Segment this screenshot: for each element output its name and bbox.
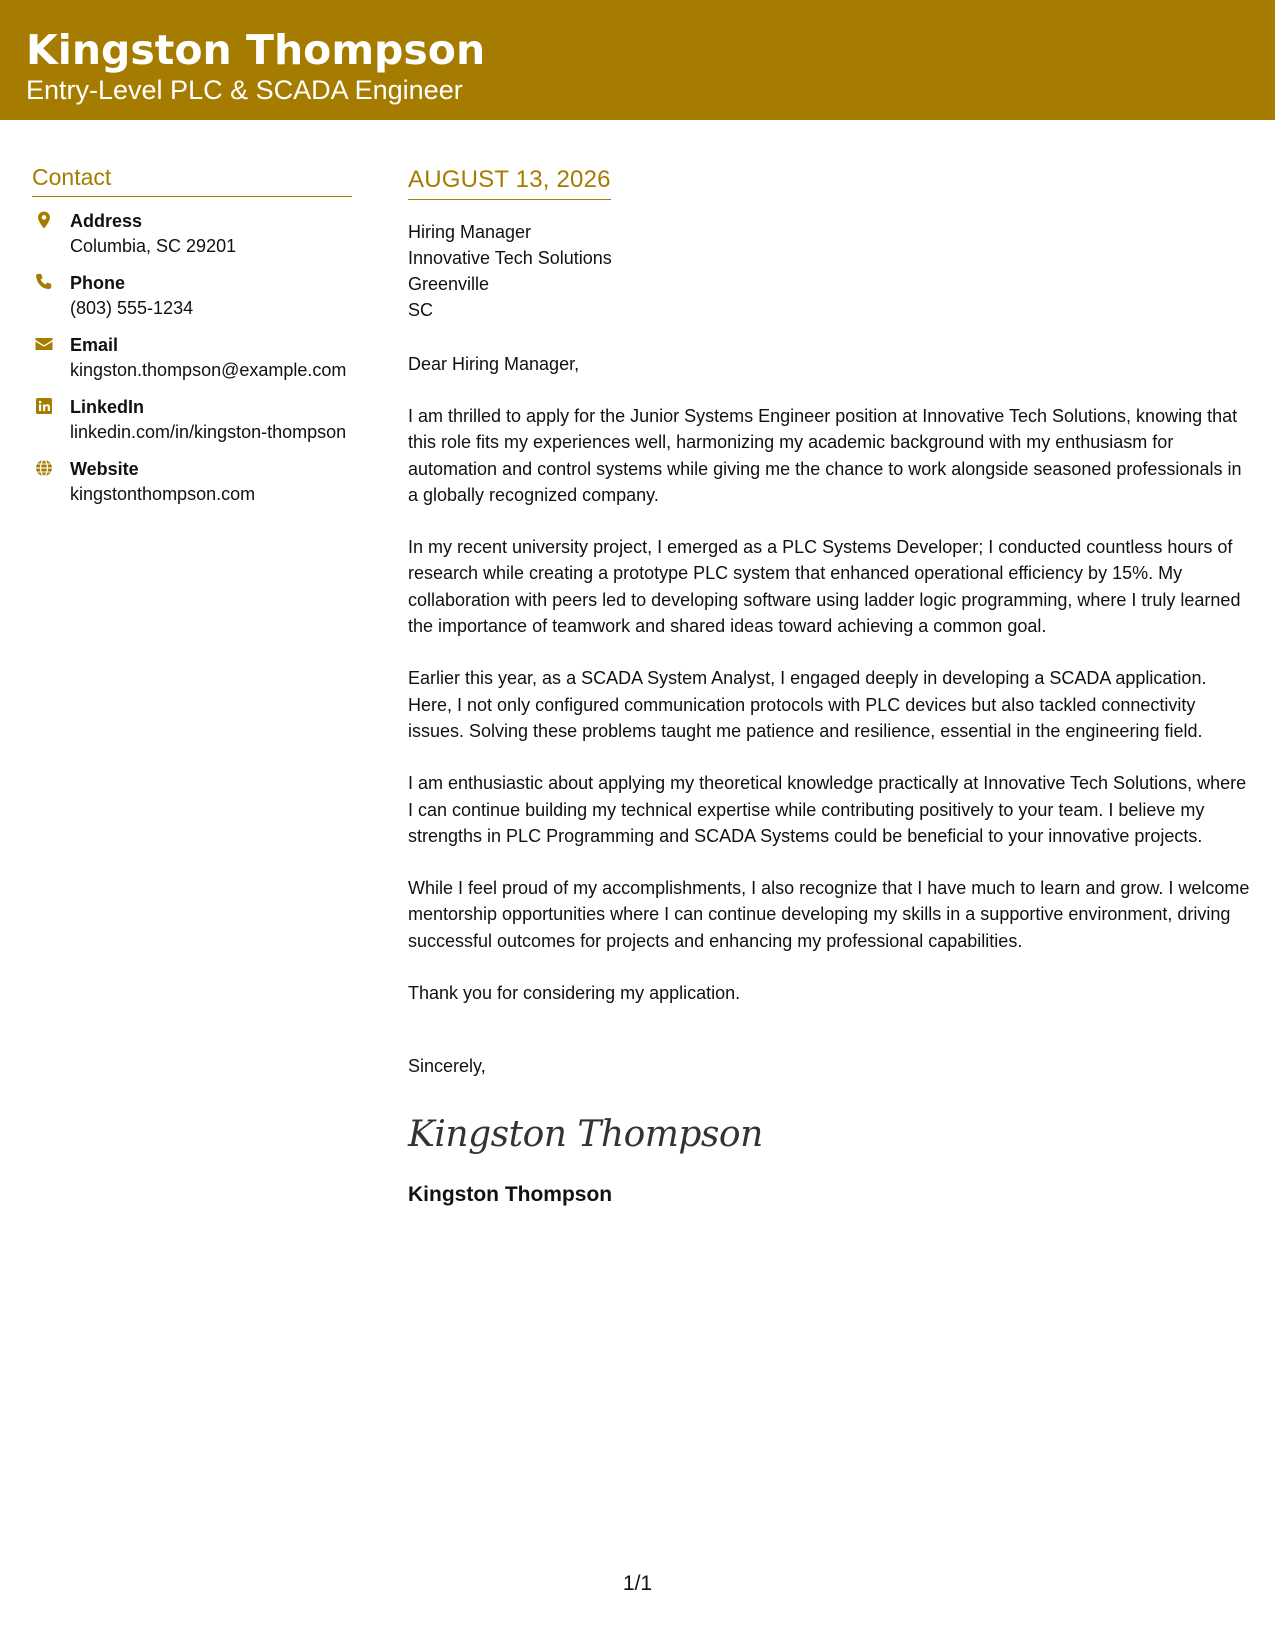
applicant-title: Entry-Level PLC & SCADA Engineer [26,75,463,105]
recipient-block [408,219,1253,323]
recipient-line: Innovative Tech Solutions [408,248,612,268]
contact-label: Address [70,211,143,231]
linkedin-icon [34,396,54,416]
applicant-name: Kingston Thompson [26,26,486,74]
letter-paragraph: In my recent university project, I emerged as a PLC Systems Developer; I conducted countless hours of research while creating a prototype PLC system that enhanced operational efficiency by 15%. My collaboration with peers led to developing software using ladder logic programming, where I truly learned the importance of teamwork and shared ideas toward achieving a common goal. [408,537,1241,637]
recipient-line: Greenville [408,274,490,294]
page-header [0,0,1275,120]
salutation: Dear Hiring Manager, [408,354,580,374]
contact-value: (803) 555-1234 [70,298,194,318]
contact-item-address [32,209,352,259]
contact-sidebar [32,162,352,519]
letter-paragraph: Thank you for considering my application. [408,983,741,1004]
letter-body [408,164,1253,1209]
contact-item-linkedin [32,395,352,445]
letter-paragraph: Earlier this year, as a SCADA System Analyst, I engaged deeply in developing a SCADA application. Here, I not only configured communication protocols with PLC devices but also tackled connectivity issues. Solving these problems taught me patience and resilience, essential in the engineering field. [408,668,1207,741]
envelope-icon [34,334,54,354]
contact-label: LinkedIn [70,397,145,417]
letter-paragraph: While I feel proud of my accomplishments, I also recognize that I have much to learn and grow. I welcome mentorship opportunities where I can continue developing my skills in a supportive environment, driving successful outcomes for projects and enhancing my professional capabilities. [408,878,1250,951]
contact-value: kingston.thompson@example.com [70,360,347,380]
contact-value: Columbia, SC 29201 [70,236,237,256]
recipient-line: SC [408,300,434,320]
contact-label: Website [70,459,139,479]
contact-label: Email [70,335,119,355]
contact-item-phone [32,271,352,321]
contact-item-website [32,457,352,507]
letter-paragraph: I am enthusiastic about applying my theoretical knowledge practically at Innovative Tech Solutions, where I can continue building my technical expertise while contributing positively to your team. I believe my strengths in PLC Programming and SCADA Systems could be beneficial to your innovative projects. [408,773,1247,846]
letter-paragraph: I am thrilled to apply for the Junior Systems Engineer position at Innovative Tech Solutions, knowing that this role fits my experiences well, harmonizing my academic background with my enthusiasm for automation and control systems while giving me the chance to work alongside seasoned professionals in a globally recognized company. [408,406,1242,505]
letter-date: AUGUST 13, 2026 [408,164,611,200]
contact-label: Phone [70,273,126,293]
map-pin-icon [34,210,54,230]
closing: Sincerely, [408,1056,486,1077]
signature: Kingston Thompson [408,1114,763,1156]
globe-icon [34,458,54,478]
page-number: 1/1 [622,1572,653,1595]
phone-icon [34,272,54,292]
contact-value: kingstonthompson.com [70,484,256,504]
contact-heading: Contact [32,162,352,197]
signed-name: Kingston Thompson [408,1183,613,1207]
contact-item-email [32,333,352,383]
contact-value: linkedin.com/in/kingston-thompson [70,422,347,442]
recipient-line: Hiring Manager [408,222,532,242]
